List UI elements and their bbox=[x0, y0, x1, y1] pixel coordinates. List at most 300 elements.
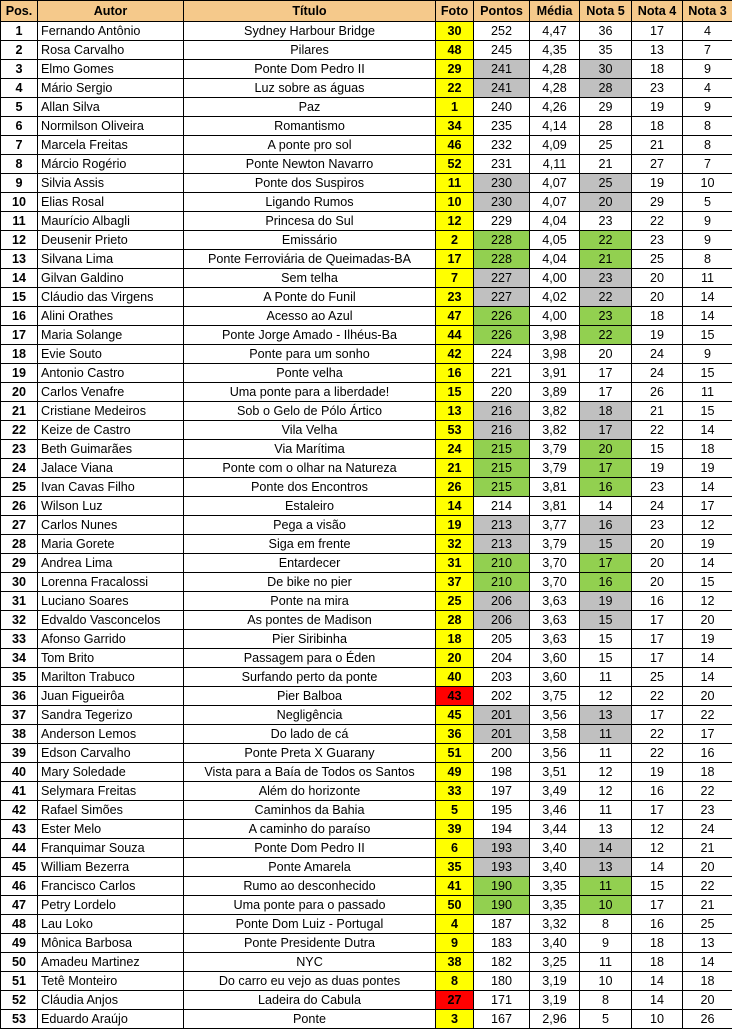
cell-nota5: 11 bbox=[580, 953, 632, 972]
cell-nota4: 21 bbox=[632, 402, 683, 421]
cell-foto: 50 bbox=[436, 896, 474, 915]
cell-pontos: 230 bbox=[474, 174, 530, 193]
cell-pontos: 203 bbox=[474, 668, 530, 687]
table-row bbox=[1, 934, 732, 953]
cell-nota5: 25 bbox=[580, 136, 632, 155]
cell-nota3: 14 bbox=[683, 668, 732, 687]
cell-media: 3,60 bbox=[530, 668, 580, 687]
cell-autor: William Bezerra bbox=[38, 858, 184, 877]
cell-titulo: NYC bbox=[184, 953, 436, 972]
cell-media: 3,49 bbox=[530, 782, 580, 801]
cell-nota3: 12 bbox=[683, 592, 732, 611]
cell-foto: 4 bbox=[436, 915, 474, 934]
cell-titulo: Ponte dos Encontros bbox=[184, 478, 436, 497]
cell-pontos: 190 bbox=[474, 896, 530, 915]
cell-titulo: Sob o Gelo de Pólo Ártico bbox=[184, 402, 436, 421]
cell-nota4: 17 bbox=[632, 611, 683, 630]
cell-autor: Mário Sergio bbox=[38, 79, 184, 98]
cell-pontos: 180 bbox=[474, 972, 530, 991]
cell-foto: 41 bbox=[436, 877, 474, 896]
cell-media: 3,79 bbox=[530, 459, 580, 478]
cell-foto: 51 bbox=[436, 744, 474, 763]
cell-pontos: 171 bbox=[474, 991, 530, 1010]
cell-autor: Ivan Cavas Filho bbox=[38, 478, 184, 497]
cell-nota5: 25 bbox=[580, 174, 632, 193]
cell-media: 3,63 bbox=[530, 592, 580, 611]
cell-nota4: 22 bbox=[632, 212, 683, 231]
cell-nota5: 20 bbox=[580, 440, 632, 459]
cell-media: 3,19 bbox=[530, 991, 580, 1010]
cell-nota4: 23 bbox=[632, 478, 683, 497]
cell-nota5: 13 bbox=[580, 858, 632, 877]
cell-autor: Sandra Tegerizo bbox=[38, 706, 184, 725]
table-row bbox=[1, 611, 732, 630]
cell-autor: Selymara Freitas bbox=[38, 782, 184, 801]
cell-nota5: 17 bbox=[580, 459, 632, 478]
header-nota4: Nota 4 bbox=[632, 1, 683, 22]
cell-nota3: 18 bbox=[683, 972, 732, 991]
cell-titulo: Pier Balboa bbox=[184, 687, 436, 706]
cell-autor: Tom Brito bbox=[38, 649, 184, 668]
cell-pos: 17 bbox=[1, 326, 38, 345]
cell-foto: 53 bbox=[436, 421, 474, 440]
cell-pos: 46 bbox=[1, 877, 38, 896]
cell-titulo: Siga em frente bbox=[184, 535, 436, 554]
cell-nota3: 9 bbox=[683, 60, 732, 79]
cell-pos: 44 bbox=[1, 839, 38, 858]
cell-nota3: 8 bbox=[683, 117, 732, 136]
cell-media: 3,75 bbox=[530, 687, 580, 706]
cell-media: 3,19 bbox=[530, 972, 580, 991]
cell-foto: 13 bbox=[436, 402, 474, 421]
cell-pos: 42 bbox=[1, 801, 38, 820]
cell-foto: 7 bbox=[436, 269, 474, 288]
cell-foto: 6 bbox=[436, 839, 474, 858]
cell-nota5: 28 bbox=[580, 117, 632, 136]
cell-pos: 4 bbox=[1, 79, 38, 98]
cell-pontos: 235 bbox=[474, 117, 530, 136]
cell-autor: Eduardo Araújo bbox=[38, 1010, 184, 1029]
cell-pos: 3 bbox=[1, 60, 38, 79]
cell-titulo: Ponte na mira bbox=[184, 592, 436, 611]
cell-autor: Lorenna Fracalossi bbox=[38, 573, 184, 592]
cell-autor: Francisco Carlos bbox=[38, 877, 184, 896]
cell-titulo: Ladeira do Cabula bbox=[184, 991, 436, 1010]
cell-nota3: 20 bbox=[683, 611, 732, 630]
table-row bbox=[1, 231, 732, 250]
cell-foto: 15 bbox=[436, 383, 474, 402]
cell-foto: 5 bbox=[436, 801, 474, 820]
cell-foto: 17 bbox=[436, 250, 474, 269]
cell-pos: 49 bbox=[1, 934, 38, 953]
cell-foto: 30 bbox=[436, 22, 474, 41]
cell-autor: Silvana Lima bbox=[38, 250, 184, 269]
cell-nota5: 10 bbox=[580, 972, 632, 991]
cell-nota3: 26 bbox=[683, 1010, 732, 1029]
cell-autor: Cláudio das Virgens bbox=[38, 288, 184, 307]
cell-foto: 3 bbox=[436, 1010, 474, 1029]
cell-nota4: 22 bbox=[632, 421, 683, 440]
cell-pontos: 210 bbox=[474, 554, 530, 573]
cell-foto: 31 bbox=[436, 554, 474, 573]
cell-nota5: 21 bbox=[580, 250, 632, 269]
cell-media: 3,58 bbox=[530, 725, 580, 744]
cell-titulo: Sem telha bbox=[184, 269, 436, 288]
cell-media: 4,00 bbox=[530, 269, 580, 288]
cell-foto: 1 bbox=[436, 98, 474, 117]
cell-titulo: Emissário bbox=[184, 231, 436, 250]
cell-autor: Petry Lordelo bbox=[38, 896, 184, 915]
cell-pontos: 200 bbox=[474, 744, 530, 763]
cell-media: 4,04 bbox=[530, 250, 580, 269]
table-row bbox=[1, 288, 732, 307]
cell-titulo: Pilares bbox=[184, 41, 436, 60]
cell-pontos: 198 bbox=[474, 763, 530, 782]
cell-pos: 14 bbox=[1, 269, 38, 288]
cell-nota3: 14 bbox=[683, 421, 732, 440]
table-row bbox=[1, 744, 732, 763]
cell-foto: 11 bbox=[436, 174, 474, 193]
cell-foto: 16 bbox=[436, 364, 474, 383]
header-foto: Foto bbox=[436, 1, 474, 22]
table-row bbox=[1, 193, 732, 212]
cell-pos: 15 bbox=[1, 288, 38, 307]
cell-autor: Marilton Trabuco bbox=[38, 668, 184, 687]
cell-media: 4,00 bbox=[530, 307, 580, 326]
cell-nota5: 14 bbox=[580, 497, 632, 516]
cell-media: 4,28 bbox=[530, 79, 580, 98]
cell-autor: Maria Gorete bbox=[38, 535, 184, 554]
cell-nota4: 19 bbox=[632, 174, 683, 193]
cell-pontos: 224 bbox=[474, 345, 530, 364]
cell-pos: 33 bbox=[1, 630, 38, 649]
cell-pos: 32 bbox=[1, 611, 38, 630]
cell-nota4: 22 bbox=[632, 687, 683, 706]
cell-autor: Cristiane Medeiros bbox=[38, 402, 184, 421]
cell-pos: 41 bbox=[1, 782, 38, 801]
cell-autor: Ester Melo bbox=[38, 820, 184, 839]
cell-titulo: Via Marítima bbox=[184, 440, 436, 459]
cell-titulo: Vila Velha bbox=[184, 421, 436, 440]
cell-nota4: 23 bbox=[632, 79, 683, 98]
cell-nota4: 17 bbox=[632, 801, 683, 820]
cell-autor: Wilson Luz bbox=[38, 497, 184, 516]
table-row bbox=[1, 858, 732, 877]
cell-foto: 19 bbox=[436, 516, 474, 535]
cell-nota5: 19 bbox=[580, 592, 632, 611]
cell-media: 3,81 bbox=[530, 497, 580, 516]
cell-pos: 37 bbox=[1, 706, 38, 725]
table-row bbox=[1, 174, 732, 193]
cell-foto: 12 bbox=[436, 212, 474, 231]
cell-pontos: 201 bbox=[474, 706, 530, 725]
cell-titulo: Uma ponte para a liberdade! bbox=[184, 383, 436, 402]
cell-media: 3,25 bbox=[530, 953, 580, 972]
cell-foto: 24 bbox=[436, 440, 474, 459]
cell-pos: 50 bbox=[1, 953, 38, 972]
cell-titulo: Ligando Rumos bbox=[184, 193, 436, 212]
cell-titulo: Pier Siribinha bbox=[184, 630, 436, 649]
cell-media: 3,79 bbox=[530, 440, 580, 459]
cell-nota4: 12 bbox=[632, 839, 683, 858]
cell-titulo: Ponte Dom Luiz - Portugal bbox=[184, 915, 436, 934]
cell-nota3: 9 bbox=[683, 98, 732, 117]
cell-pos: 38 bbox=[1, 725, 38, 744]
cell-autor: Fernando Antônio bbox=[38, 22, 184, 41]
cell-pos: 43 bbox=[1, 820, 38, 839]
cell-nota3: 22 bbox=[683, 782, 732, 801]
cell-titulo: Ponte dos Suspiros bbox=[184, 174, 436, 193]
cell-nota3: 19 bbox=[683, 630, 732, 649]
cell-nota3: 7 bbox=[683, 41, 732, 60]
cell-titulo: Luz sobre as águas bbox=[184, 79, 436, 98]
cell-pos: 22 bbox=[1, 421, 38, 440]
cell-nota4: 17 bbox=[632, 896, 683, 915]
cell-foto: 25 bbox=[436, 592, 474, 611]
cell-titulo: Negligência bbox=[184, 706, 436, 725]
cell-autor: Carlos Nunes bbox=[38, 516, 184, 535]
cell-titulo: Princesa do Sul bbox=[184, 212, 436, 231]
cell-nota3: 4 bbox=[683, 79, 732, 98]
cell-autor: Mary Soledade bbox=[38, 763, 184, 782]
table-row bbox=[1, 136, 732, 155]
cell-media: 4,02 bbox=[530, 288, 580, 307]
cell-foto: 8 bbox=[436, 972, 474, 991]
cell-nota3: 4 bbox=[683, 22, 732, 41]
header-media: Média bbox=[530, 1, 580, 22]
cell-nota4: 17 bbox=[632, 706, 683, 725]
cell-pos: 40 bbox=[1, 763, 38, 782]
cell-titulo: As pontes de Madison bbox=[184, 611, 436, 630]
cell-nota3: 24 bbox=[683, 820, 732, 839]
cell-pontos: 240 bbox=[474, 98, 530, 117]
cell-nota5: 12 bbox=[580, 763, 632, 782]
cell-nota5: 23 bbox=[580, 307, 632, 326]
cell-nota5: 16 bbox=[580, 573, 632, 592]
cell-pontos: 206 bbox=[474, 592, 530, 611]
table-row bbox=[1, 307, 732, 326]
cell-nota3: 11 bbox=[683, 383, 732, 402]
cell-foto: 26 bbox=[436, 478, 474, 497]
cell-titulo: Ponte Newton Navarro bbox=[184, 155, 436, 174]
header-nota3: Nota 3 bbox=[683, 1, 732, 22]
cell-media: 3,98 bbox=[530, 345, 580, 364]
table-row bbox=[1, 440, 732, 459]
cell-autor: Evie Souto bbox=[38, 345, 184, 364]
cell-nota4: 14 bbox=[632, 991, 683, 1010]
cell-nota5: 22 bbox=[580, 288, 632, 307]
cell-pos: 11 bbox=[1, 212, 38, 231]
cell-pontos: 195 bbox=[474, 801, 530, 820]
cell-nota3: 7 bbox=[683, 155, 732, 174]
cell-media: 4,07 bbox=[530, 174, 580, 193]
table-row bbox=[1, 326, 732, 345]
table-row bbox=[1, 554, 732, 573]
cell-pontos: 230 bbox=[474, 193, 530, 212]
cell-nota5: 13 bbox=[580, 706, 632, 725]
cell-pontos: 214 bbox=[474, 497, 530, 516]
cell-pontos: 216 bbox=[474, 421, 530, 440]
cell-pontos: 201 bbox=[474, 725, 530, 744]
cell-nota5: 17 bbox=[580, 554, 632, 573]
cell-media: 3,70 bbox=[530, 573, 580, 592]
cell-nota4: 12 bbox=[632, 820, 683, 839]
cell-foto: 20 bbox=[436, 649, 474, 668]
cell-pos: 24 bbox=[1, 459, 38, 478]
cell-pontos: 216 bbox=[474, 402, 530, 421]
cell-autor: Beth Guimarães bbox=[38, 440, 184, 459]
cell-nota5: 12 bbox=[580, 687, 632, 706]
table-row bbox=[1, 535, 732, 554]
table-row bbox=[1, 972, 732, 991]
cell-nota3: 9 bbox=[683, 345, 732, 364]
cell-nota5: 30 bbox=[580, 60, 632, 79]
cell-pontos: 215 bbox=[474, 478, 530, 497]
cell-nota4: 24 bbox=[632, 364, 683, 383]
cell-nota3: 9 bbox=[683, 231, 732, 250]
cell-nota5: 11 bbox=[580, 668, 632, 687]
cell-nota5: 14 bbox=[580, 839, 632, 858]
cell-nota3: 14 bbox=[683, 288, 732, 307]
cell-pontos: 210 bbox=[474, 573, 530, 592]
cell-nota3: 14 bbox=[683, 478, 732, 497]
cell-media: 3,81 bbox=[530, 478, 580, 497]
cell-nota5: 15 bbox=[580, 649, 632, 668]
table-row bbox=[1, 117, 732, 136]
cell-nota4: 24 bbox=[632, 497, 683, 516]
cell-nota5: 22 bbox=[580, 231, 632, 250]
cell-titulo: Ponte Dom Pedro II bbox=[184, 60, 436, 79]
cell-pos: 10 bbox=[1, 193, 38, 212]
cell-media: 4,35 bbox=[530, 41, 580, 60]
cell-nota3: 8 bbox=[683, 136, 732, 155]
cell-foto: 46 bbox=[436, 136, 474, 155]
cell-nota4: 27 bbox=[632, 155, 683, 174]
cell-pontos: 182 bbox=[474, 953, 530, 972]
cell-pontos: 228 bbox=[474, 231, 530, 250]
cell-nota5: 28 bbox=[580, 79, 632, 98]
cell-media: 3,77 bbox=[530, 516, 580, 535]
cell-pos: 48 bbox=[1, 915, 38, 934]
cell-nota5: 5 bbox=[580, 1010, 632, 1029]
cell-autor: Elmo Gomes bbox=[38, 60, 184, 79]
cell-foto: 47 bbox=[436, 307, 474, 326]
cell-pos: 30 bbox=[1, 573, 38, 592]
table-row bbox=[1, 41, 732, 60]
cell-foto: 48 bbox=[436, 41, 474, 60]
cell-media: 4,26 bbox=[530, 98, 580, 117]
cell-pontos: 241 bbox=[474, 60, 530, 79]
cell-autor: Normilson Oliveira bbox=[38, 117, 184, 136]
cell-autor: Edvaldo Vasconcelos bbox=[38, 611, 184, 630]
cell-nota4: 25 bbox=[632, 668, 683, 687]
cell-nota4: 21 bbox=[632, 136, 683, 155]
cell-titulo: De bike no pier bbox=[184, 573, 436, 592]
cell-titulo: Passagem para o Éden bbox=[184, 649, 436, 668]
cell-nota3: 20 bbox=[683, 991, 732, 1010]
table-row bbox=[1, 1010, 732, 1029]
cell-nota3: 14 bbox=[683, 649, 732, 668]
cell-pontos: 245 bbox=[474, 41, 530, 60]
cell-nota3: 16 bbox=[683, 744, 732, 763]
cell-autor: Marcela Freitas bbox=[38, 136, 184, 155]
cell-pontos: 252 bbox=[474, 22, 530, 41]
cell-nota4: 19 bbox=[632, 459, 683, 478]
cell-nota4: 23 bbox=[632, 516, 683, 535]
cell-foto: 10 bbox=[436, 193, 474, 212]
header-titulo: Título bbox=[184, 1, 436, 22]
cell-media: 3,40 bbox=[530, 858, 580, 877]
cell-pos: 18 bbox=[1, 345, 38, 364]
cell-pontos: 213 bbox=[474, 535, 530, 554]
cell-foto: 22 bbox=[436, 79, 474, 98]
cell-pontos: 215 bbox=[474, 440, 530, 459]
cell-nota4: 24 bbox=[632, 345, 683, 364]
cell-nota5: 11 bbox=[580, 744, 632, 763]
cell-media: 3,56 bbox=[530, 706, 580, 725]
cell-titulo: Sydney Harbour Bridge bbox=[184, 22, 436, 41]
cell-pos: 27 bbox=[1, 516, 38, 535]
table-row bbox=[1, 22, 732, 41]
cell-nota5: 11 bbox=[580, 801, 632, 820]
cell-media: 3,63 bbox=[530, 611, 580, 630]
table-row bbox=[1, 155, 732, 174]
cell-pontos: 193 bbox=[474, 839, 530, 858]
cell-pos: 19 bbox=[1, 364, 38, 383]
cell-media: 3,40 bbox=[530, 934, 580, 953]
header-nota5: Nota 5 bbox=[580, 1, 632, 22]
table-body bbox=[1, 22, 732, 1029]
cell-pontos: 193 bbox=[474, 858, 530, 877]
cell-media: 3,60 bbox=[530, 649, 580, 668]
table-row bbox=[1, 725, 732, 744]
cell-nota3: 17 bbox=[683, 725, 732, 744]
cell-titulo: Estaleiro bbox=[184, 497, 436, 516]
cell-titulo: Surfando perto da ponte bbox=[184, 668, 436, 687]
cell-pontos: 241 bbox=[474, 79, 530, 98]
table-row bbox=[1, 79, 732, 98]
cell-autor: Maurício Albagli bbox=[38, 212, 184, 231]
cell-foto: 34 bbox=[436, 117, 474, 136]
cell-pontos: 187 bbox=[474, 915, 530, 934]
cell-foto: 27 bbox=[436, 991, 474, 1010]
cell-media: 3,35 bbox=[530, 877, 580, 896]
cell-foto: 23 bbox=[436, 288, 474, 307]
cell-nota3: 22 bbox=[683, 706, 732, 725]
cell-nota3: 23 bbox=[683, 801, 732, 820]
cell-nota3: 20 bbox=[683, 858, 732, 877]
cell-media: 3,82 bbox=[530, 421, 580, 440]
cell-nota5: 36 bbox=[580, 22, 632, 41]
cell-pontos: 183 bbox=[474, 934, 530, 953]
cell-titulo: Ponte com o olhar na Natureza bbox=[184, 459, 436, 478]
cell-titulo: A Ponte do Funil bbox=[184, 288, 436, 307]
cell-nota4: 19 bbox=[632, 326, 683, 345]
cell-titulo: Uma ponte para o passado bbox=[184, 896, 436, 915]
cell-foto: 39 bbox=[436, 820, 474, 839]
cell-media: 4,05 bbox=[530, 231, 580, 250]
cell-nota4: 18 bbox=[632, 117, 683, 136]
cell-foto: 40 bbox=[436, 668, 474, 687]
cell-media: 3,63 bbox=[530, 630, 580, 649]
cell-pos: 34 bbox=[1, 649, 38, 668]
cell-nota5: 22 bbox=[580, 326, 632, 345]
cell-nota4: 16 bbox=[632, 782, 683, 801]
cell-media: 4,28 bbox=[530, 60, 580, 79]
table-row bbox=[1, 877, 732, 896]
cell-nota3: 18 bbox=[683, 440, 732, 459]
cell-nota5: 29 bbox=[580, 98, 632, 117]
